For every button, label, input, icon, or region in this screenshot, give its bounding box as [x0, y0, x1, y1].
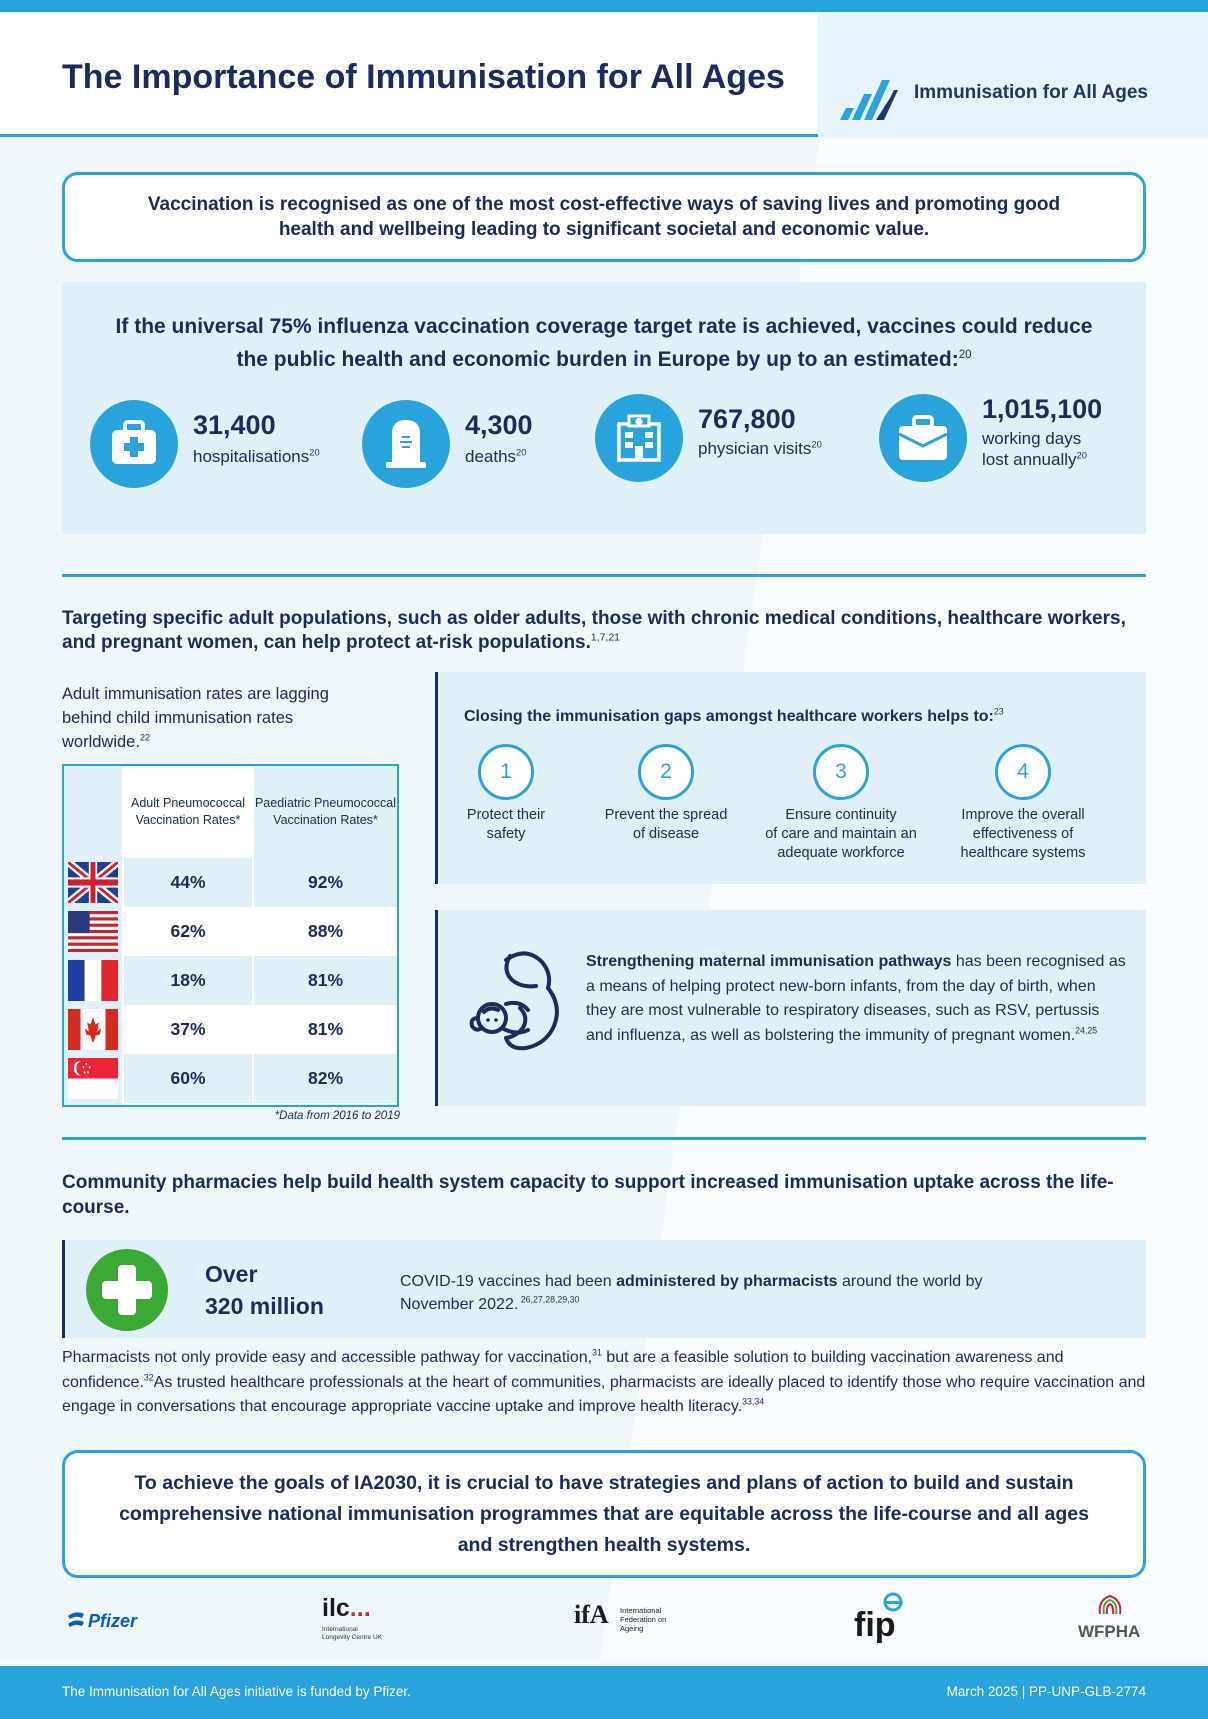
paediatric-rate-cell: 82% — [254, 1054, 397, 1103]
intro-text: Vaccination is recognised as one of the most cost-effective ways of saving lives and promoting good health and wellbeing leading to significant societal and economic value. — [147, 194, 1061, 240]
adult-rate-cell: 44% — [124, 858, 252, 907]
ia2030-callout — [62, 1450, 1146, 1578]
adult-rate-cell: 37% — [124, 1005, 252, 1054]
pharmacy-stat-panel — [62, 1240, 1146, 1338]
medical-kit-icon — [90, 400, 178, 488]
vaccination-rates-table — [62, 764, 399, 1107]
footer-funding-note: The Immunisation for All Ages initiative is funded by Pfizer. — [62, 1684, 411, 1699]
step-number: 2 — [638, 744, 694, 800]
paediatric-rate-cell: 81% — [254, 956, 397, 1005]
brand-logo-icon — [838, 68, 898, 124]
france-flag-icon — [68, 960, 118, 1001]
ilc-logo: ilc... International Longevity Centre UK — [322, 1594, 382, 1641]
influenza-panel — [62, 282, 1146, 534]
pharmacy-paragraph: Pharmacists not only provide easy and accessible pathway for vaccination,$^{31}$ but are a feasible solution to building vaccination awareness and confidence.$^{32}$As trusted healthcare professionals at the heart of communities, pharmacists are ideally placed to identify those who require vaccination and engage in conversations that encourage appropriate vaccine uptake and improve health literacy.$^{33,34}$ — [62, 1347, 1146, 1415]
mother-baby-icon — [466, 940, 576, 1070]
wfpha-logo: WFPHA — [1076, 1592, 1156, 1648]
stat-label: deaths$^{20}$ — [465, 447, 527, 466]
footer-reference: March 2025 | PP-UNP-GLB-2774 — [946, 1684, 1146, 1699]
pharmacy-heading: Community pharmacies help build health system capacity to support increased immunisation uptake across the life-course. — [62, 1172, 1114, 1218]
paediatric-rate-cell: 88% — [254, 907, 397, 956]
stat-value: 31,400 — [193, 410, 276, 440]
adult-rate-cell: 18% — [124, 956, 252, 1005]
table-header-adult: Adult Pneumococcal Vaccination Rates* — [124, 766, 252, 858]
table-row — [64, 1054, 397, 1103]
paediatric-rate-cell: 81% — [254, 1005, 397, 1054]
canada-flag-icon — [68, 1009, 118, 1050]
table-row — [64, 1005, 397, 1054]
table-row — [64, 956, 397, 1005]
table-header-paediatric: Paediatric Pneumococcal Vaccination Rates* — [254, 766, 397, 858]
briefcase-icon — [879, 394, 967, 482]
page-footer — [0, 1666, 1208, 1719]
ifa-logo: ifA International Federation on Ageing — [574, 1600, 667, 1633]
table-footnote: *Data from 2016 to 2019 — [274, 1110, 400, 1122]
gravestone-icon — [362, 400, 450, 488]
paediatric-rate-cell: 92% — [254, 858, 397, 907]
healthcare-workers-panel — [435, 672, 1146, 884]
table-row — [64, 907, 397, 956]
adult-rate-cell: 60% — [124, 1054, 252, 1103]
stat-label: hospitalisations$^{20}$ — [193, 447, 320, 466]
pfizer-logo: Pfizer — [62, 1592, 162, 1648]
adult-rates-text: Adult immunisation rates are lagging behind child immunisation rates worldwide.$^{22}$ — [62, 685, 329, 751]
green-cross-icon — [85, 1248, 169, 1332]
page-header — [0, 12, 1208, 137]
influenza-heading: If the universal 75% influenza vaccination coverage target rate is achieved, vaccines could reduce the public health and economic burden in Europe by up to an estimated:$^{20}$ — [115, 315, 1093, 371]
intro-callout — [62, 172, 1146, 262]
hcw-step: 4 Improve the overall effectiveness of healthcare systems — [933, 744, 1113, 863]
brand-name: Immunisation for All Ages — [914, 82, 1149, 103]
stat-label: physician visits$^{20}$ — [698, 439, 822, 458]
usa-flag-icon — [68, 911, 118, 952]
hospital-icon — [595, 394, 683, 482]
section-divider — [62, 1137, 1146, 1140]
section-divider — [62, 574, 1146, 577]
hcw-step: 2 Prevent the spread of disease — [576, 744, 756, 844]
hcw-step: 3 Ensure continuity of care and maintain an adequate workforce — [751, 744, 931, 863]
targeting-heading: Targeting specific adult populations, such as older adults, those with chronic medical conditions, healthcare workers, and pregnant women, can help protect at-risk populations.$^{1,7,21}$ — [62, 608, 1126, 653]
pfizer-swoosh-icon — [66, 1610, 86, 1632]
stat-value: 4,300 — [465, 410, 533, 440]
wfpha-fingerprint-icon — [1096, 1592, 1124, 1618]
fip-logo: fip — [854, 1592, 914, 1648]
page-title: The Importance of Immunisation for All Ages — [62, 58, 785, 96]
maternal-text: Strengthening maternal immunisation pathways has been recognised as a means of helping protect new-born infants, from the day of birth, when they are most vulnerable to respiratory diseases, such as RSV, pertussis and influenza, as well as bolstering the immunity of pregnant women.$^{24,25}$ — [586, 953, 1126, 1044]
stat-value: 767,800 — [698, 404, 796, 434]
hcw-heading: Closing the immunisation gaps amongst healthcare workers helps to:$^{23}$ — [464, 706, 1004, 725]
covid-text: COVID-19 vaccines had been administered by pharmacists around the world by November 2022. $^{26,27,28,29,30}$ — [400, 1273, 983, 1313]
hcw-step: 1 Protect their safety — [416, 744, 596, 844]
uk-flag-icon — [68, 862, 118, 903]
vaccines-administered-count: Over 320 million — [205, 1261, 324, 1319]
stat-value: 1,015,100 — [982, 394, 1103, 424]
step-number: 1 — [478, 744, 534, 800]
ia2030-text: To achieve the goals of IA2030, it is crucial to have strategies and plans of action to build and sustain comprehensive national immunisation programmes that are equitable across the life-course and all ages and strengthen health systems. — [119, 1471, 1089, 1556]
table-row — [64, 858, 397, 907]
adult-rate-cell: 62% — [124, 907, 252, 956]
step-number: 3 — [813, 744, 869, 800]
stat-label: working days lost annually$^{20}$ — [982, 429, 1087, 469]
top-stripe — [0, 0, 1208, 12]
maternal-panel — [435, 910, 1146, 1106]
step-number: 4 — [995, 744, 1051, 800]
singapore-flag-icon — [68, 1058, 118, 1099]
